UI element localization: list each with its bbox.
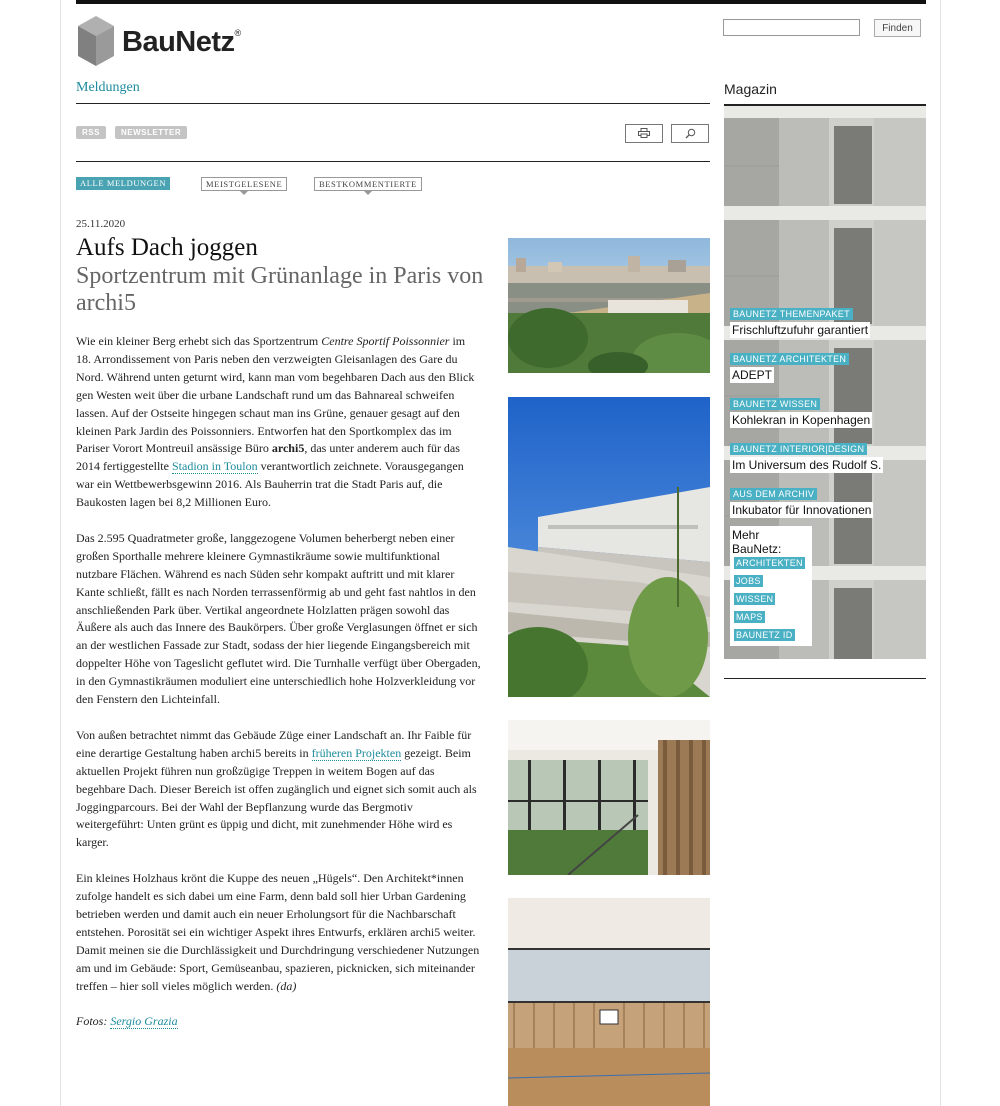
section-link-meldungen[interactable]: Meldungen: [76, 80, 140, 95]
link-photographer[interactable]: Sergio Grazia: [110, 1014, 178, 1029]
search-input[interactable]: [723, 19, 860, 36]
rss-button[interactable]: RSS: [76, 126, 106, 139]
magazin-item[interactable]: [730, 349, 849, 383]
magazin-item-tag: BAUNETZ INTERIOR|DESIGN: [730, 443, 867, 455]
paragraph: Von außen betrachtet nimmt das Gebäude Züge einer Landschaft an. Ihr Faible für eine derartige Gestaltung haben archi5 bereits in früheren Projekten gezeigt. Beim aktuellen Projekt führen nun großzügige Treppen in weitem Bogen auf das begehbare Dach. Dieser Bereich ist offen zugänglich und eignet sich somit auch als Joggingparcours. Bei der Wahl der Bepflanzung wurde das Bergmotiv weitergeführt: Unten grünt es üppig und dicht, mit zunehmender Höhe wird es karger.: [76, 727, 477, 850]
article-photo-aerial[interactable]: [508, 238, 710, 373]
print-icon: [638, 128, 650, 138]
newsletter-button[interactable]: NEWSLETTER: [115, 126, 187, 139]
paragraph: Ein kleines Holzhaus krönt die Kuppe des neuen „Hügels“. Den Architekt*innen zufolge handelt es sich dabei um eine Farm, denn bald soll hier Urban Gardening betrieben werden und damit auch ein neuer Erholungsort für die Nachbarschaft entstehen. Porosität sei ein wichtiger Aspekt ihres Entwurfs, erklären archi5 weiter. Damit meinen sie die Durchlässigkeit und Durchdringung verschiedener Nutzungen am und im Gebäude: Sport, Gemüseanbau, spazieren, picknicken, sich miteinander treffen – hier soll vieles möglich werden. (da): [76, 871, 480, 993]
top-bar: [76, 0, 926, 4]
article-body: [76, 333, 481, 1049]
print-button[interactable]: [625, 124, 663, 143]
magazin-heading: Magazin: [724, 81, 777, 97]
divider: [724, 678, 926, 679]
divider: [76, 161, 710, 162]
magazin-item-tag: BAUNETZ WISSEN: [730, 398, 820, 410]
magazin-item[interactable]: [730, 394, 872, 428]
magazin-item-title[interactable]: Kohlekran in Kopenhagen: [732, 413, 871, 427]
baunetz-logo[interactable]: [76, 14, 266, 70]
magazin-item-title[interactable]: ADEPT: [732, 368, 773, 382]
link-stadion-toulon[interactable]: Stadion in Toulon: [171, 459, 258, 474]
paragraph: Das 2.595 Quadratmeter große, langgezogene Volumen beherbergt neben einer großen Sporthalle mehrere kleinere Gymnastikräume sowie multifunktional nutzbare Flächen. Während es nach Süden sehr kompakt auftritt und mit klarer Kante schließt, fällt es nach Norden terrassenförmig ab und geht fast nahtlos in den anschließenden Park über. Vertikal angeordnete Holzlatten prägen sowohl das Äußere als auch das Innere des Baukörpers. Über große Verglasungen öffnet er sich an der westlichen Fassade zur Stadt, sodass der hier liegende Eingangsbereich mit doppelter Höhe von Tageslicht geflutet wird. Die Turnhalle verfügt über Obergaden, in den Gymnastikräumen moduliert eine unterschiedlich hohe Holzverkleidung vor den Fenstern den Lichteinfall.: [76, 530, 481, 707]
magazin-panel: [724, 106, 926, 659]
search-button[interactable]: Finden: [874, 19, 921, 37]
article-search-button[interactable]: [671, 124, 709, 143]
divider: [76, 103, 710, 104]
article-photo-interior[interactable]: [508, 720, 710, 875]
logo-cube-icon: [76, 14, 116, 68]
tab-alle-meldungen[interactable]: ALLE MELDUNGEN: [76, 177, 170, 190]
tab-bestkommentierte[interactable]: BESTKOMMENTIERTE: [314, 177, 422, 191]
magazin-item-title[interactable]: Im Universum des Rudolf S.: [732, 458, 882, 472]
magazin-item-tag: BAUNETZ ARCHITEKTEN: [730, 353, 849, 365]
article-photo-gym[interactable]: [508, 898, 710, 1106]
magazin-item-tag: BAUNETZ THEMENPAKET: [730, 308, 853, 320]
logo-text: BauNetz®: [122, 26, 241, 58]
link-jobs[interactable]: JOBS: [736, 576, 761, 586]
magazin-item-title[interactable]: Inkubator für Innovationen: [732, 503, 872, 517]
mehr-baunetz-box: [730, 526, 812, 646]
link-maps[interactable]: MAPS: [736, 612, 763, 622]
photo-credit: Fotos: Sergio Grazia: [76, 1014, 178, 1029]
article-subtitle: Sportzentrum mit Grünanlage in Paris von archi5: [76, 263, 484, 316]
article-photo-terrace[interactable]: [508, 397, 710, 697]
magazin-item[interactable]: [730, 304, 870, 338]
page: [60, 0, 940, 1106]
link-architekten[interactable]: ARCHITEKTEN: [736, 558, 803, 568]
search-icon: [685, 128, 696, 139]
magazin-item-tag: AUS DEM ARCHIV: [730, 488, 817, 500]
link-baunetz-id[interactable]: BAUNETZ ID: [736, 630, 793, 640]
link-wissen[interactable]: WISSEN: [736, 594, 774, 604]
magazin-item[interactable]: [730, 439, 883, 473]
magazin-item[interactable]: [730, 484, 873, 518]
article-title: Aufs Dach joggen: [76, 234, 258, 261]
magazin-item-title[interactable]: Frischluftzufuhr garantiert: [732, 323, 869, 337]
mehr-baunetz-label: Mehr BauNetz:: [732, 528, 782, 556]
tab-meistgelesene[interactable]: MEISTGELESENE: [201, 177, 287, 191]
article-date: 25.11.2020: [76, 218, 126, 230]
link-fruehere-projekte[interactable]: früheren Projekten: [311, 745, 402, 760]
paragraph: Wie ein kleiner Berg erhebt sich das Sportzentrum Centre Sportif Poissonnier im 18. Arrondissement von Paris neben den verzweigten Gleisanlagen des Gare du Nord. Während unten geturnt wird, kann man vom begehbaren Dach aus den Blick gen Westen weit über die urbane Landschaft rund um das Bahnareal schweifen lassen. Auf der Ostseite hingegen schaut man ins Grüne, genauer gesagt auf den kleinen Park Jardin des Poissonniers. Entworfen hat den Sportkomplex das im Pariser Vorort Montreuil ansässige Büro archi5, das unter anderem auch für das 2014 fertiggestellte Stadion in Toulon verantwortlich zeichnete. Vorausgegangen war ein Wettbewerbsgewinn 2016. Als Bauherrin trat die Stadt Paris auf, die Baukosten lagen bei 8,2 Millionen Euro.: [76, 334, 475, 510]
